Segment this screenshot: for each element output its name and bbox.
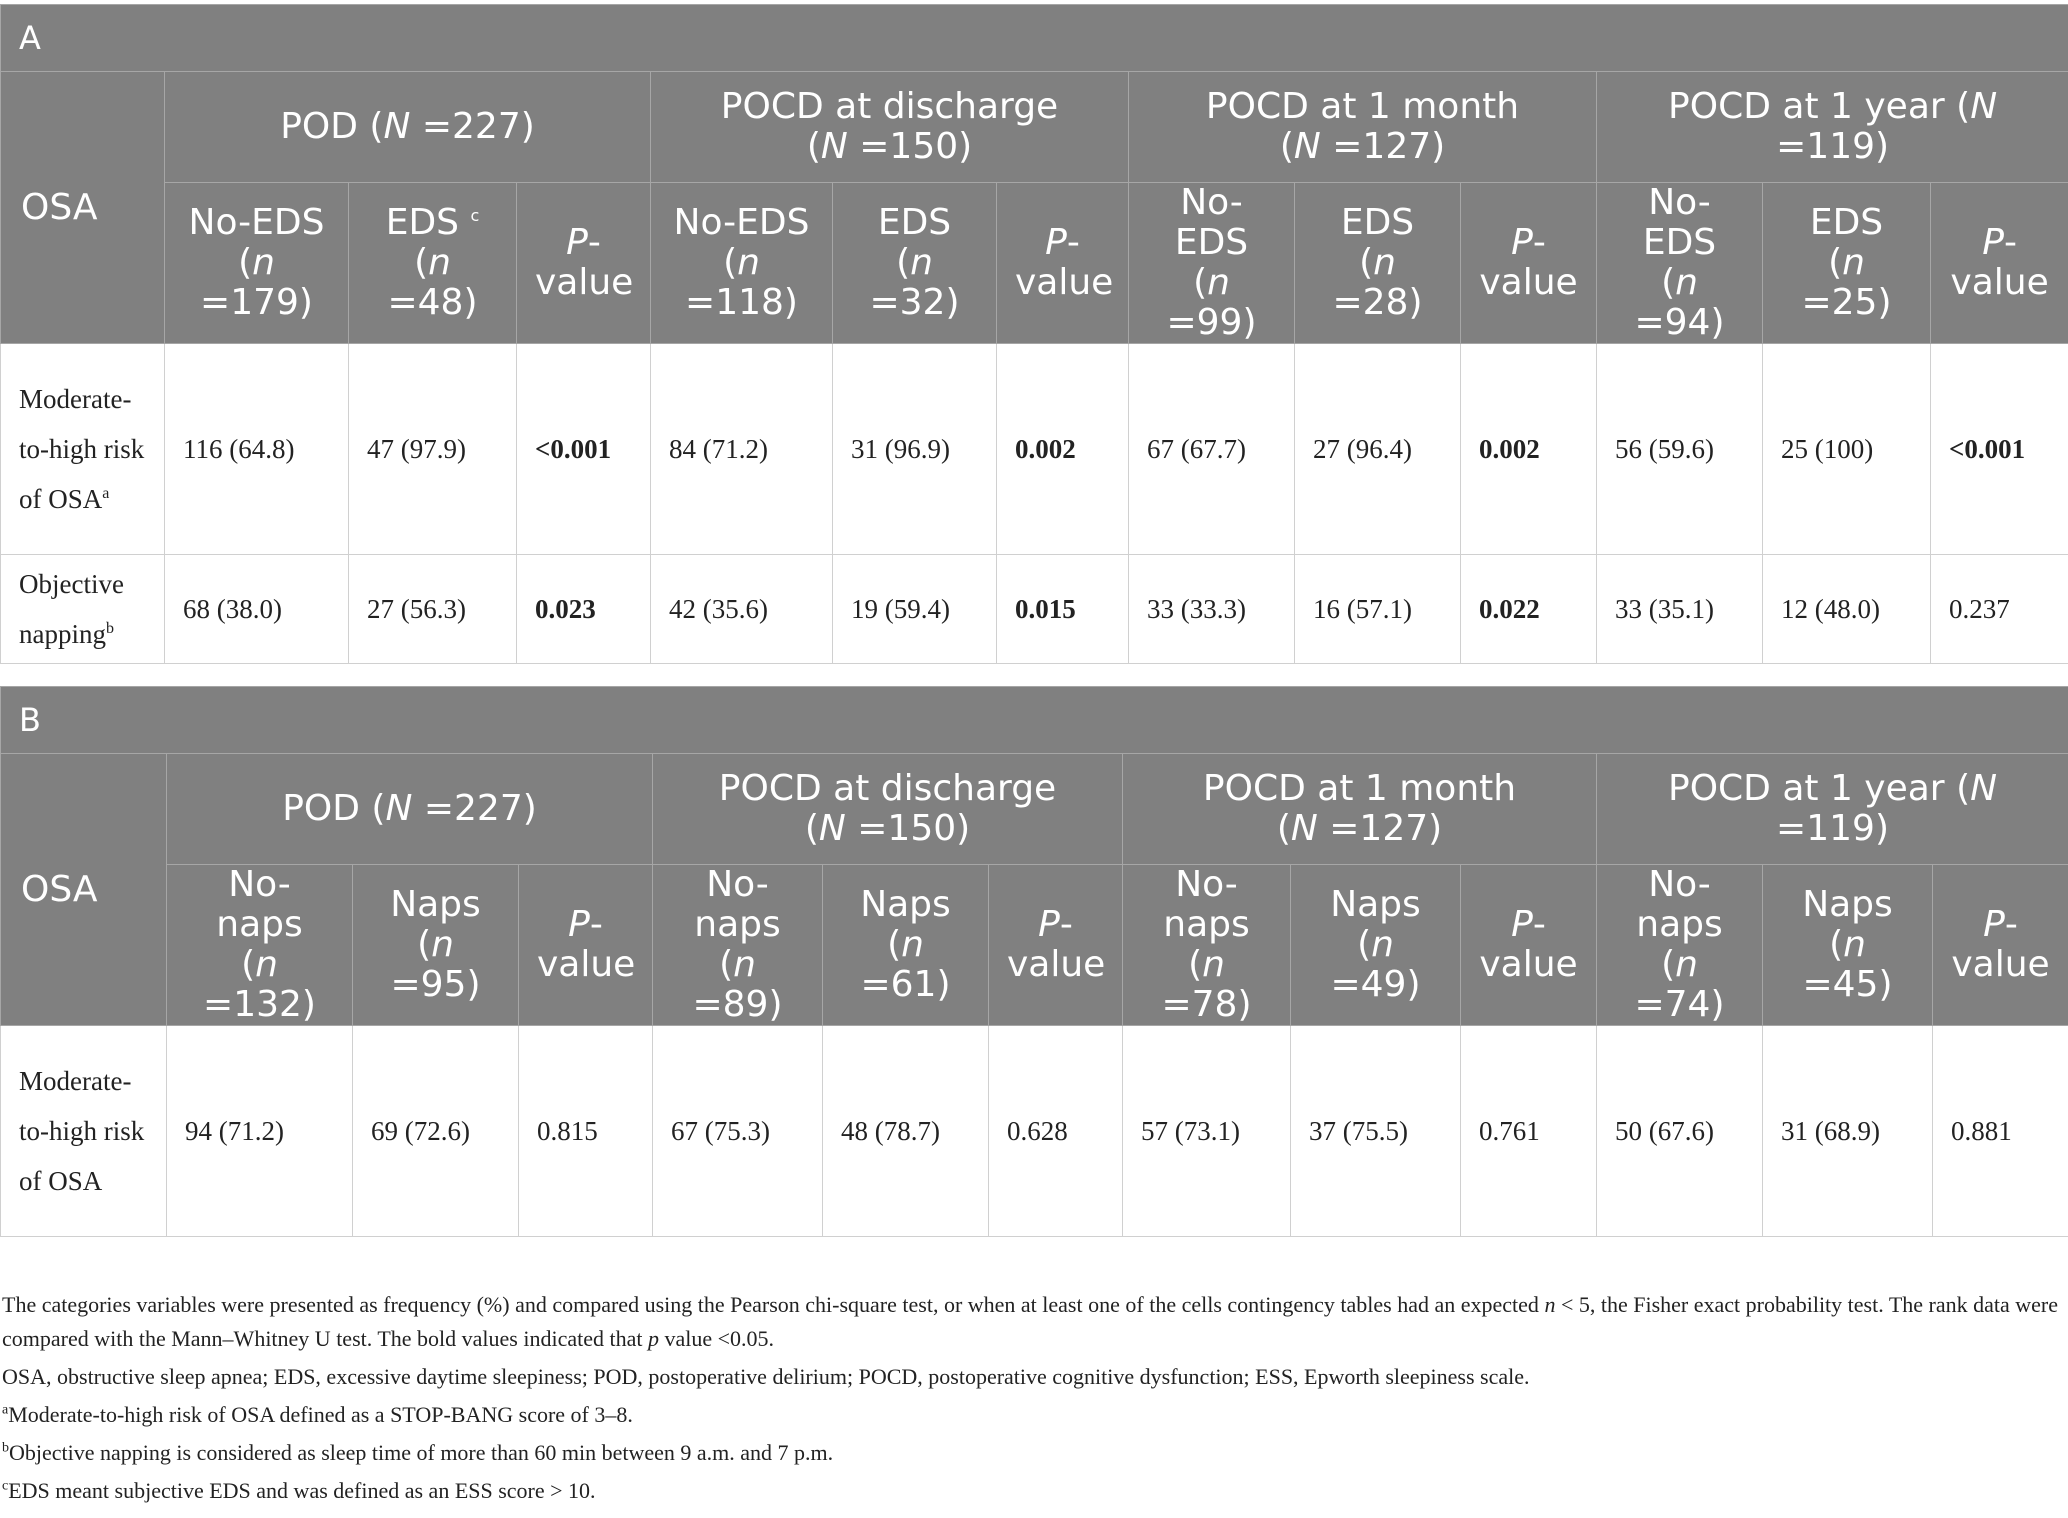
table-cell: 50 (67.6) [1597, 1026, 1763, 1237]
subheader-p-value: P-value [989, 865, 1123, 1026]
group-header-pocd-discharge: POCD at discharge (N =150) [651, 72, 1129, 183]
table-a-title: A [1, 5, 2068, 72]
table-footnotes [0, 1288, 2068, 1512]
subheader-naps: Naps (n =61) [823, 865, 989, 1026]
table-cell: 27 (56.3) [349, 555, 517, 664]
table-b-title: B [1, 687, 2068, 754]
group-header-pod: POD (N =227) [167, 754, 653, 865]
table-cell: 47 (97.9) [349, 344, 517, 555]
p-value-cell: 0.628 [989, 1026, 1123, 1237]
table-cell: 56 (59.6) [1597, 344, 1763, 555]
table-cell: 33 (35.1) [1597, 555, 1763, 664]
p-value-cell: 0.002 [997, 344, 1129, 555]
table-cell: 37 (75.5) [1291, 1026, 1461, 1237]
table-cell: 67 (67.7) [1129, 344, 1295, 555]
table-cell: 42 (35.6) [651, 555, 833, 664]
p-value-cell: 0.022 [1461, 555, 1597, 664]
table-row [1, 1026, 2068, 1237]
subheader-no-eds: No-EDS (n =99) [1129, 183, 1295, 344]
table-cell: 31 (96.9) [833, 344, 997, 555]
subheader-no-eds: No-EDS (n =118) [651, 183, 833, 344]
table-cell: 57 (73.1) [1123, 1026, 1291, 1237]
subheader-no-naps: No-naps (n =89) [653, 865, 823, 1026]
subheader-p-value: P-value [1461, 865, 1597, 1026]
table-row [1, 344, 2068, 555]
p-value-cell: 0.881 [1933, 1026, 2068, 1237]
table-cell: 67 (75.3) [653, 1026, 823, 1237]
subheader-p-value: P-value [997, 183, 1129, 344]
subheader-no-naps: No-naps (n =132) [167, 865, 353, 1026]
footnote-abbreviations: OSA, obstructive sleep apnea; EDS, excessive daytime sleepiness; POD, postoperative delirium; POCD, postoperative cognitive dysfunction; ESS, Epworth sleepiness scale. [2, 1364, 1530, 1389]
p-value-cell: 0.815 [519, 1026, 653, 1237]
subheader-p-value: P-value [1931, 183, 2068, 344]
subheader-naps: Naps (n =45) [1763, 865, 1933, 1026]
table-cell: 19 (59.4) [833, 555, 997, 664]
table-b [0, 686, 2068, 1237]
footnote-a: $^a$Moderate-to-high risk of OSA defined as a STOP-BANG score of 3–8. [2, 1402, 633, 1427]
table-cell: 25 (100) [1763, 344, 1931, 555]
footnote-b: $^b$Objective napping is considered as sleep time of more than 60 min between 9 a.m. and 7 p.m. [2, 1440, 834, 1465]
subheader-no-eds: No-EDS (n =94) [1597, 183, 1763, 344]
p-value-cell: 0.015 [997, 555, 1129, 664]
row-label: Moderate-to-high risk of OSA$^a$ [1, 344, 165, 555]
table-cell: 12 (48.0) [1763, 555, 1931, 664]
subheader-p-value: P-value [1461, 183, 1597, 344]
table-cell: 69 (72.6) [353, 1026, 519, 1237]
subheader-p-value: P-value [517, 183, 651, 344]
p-value-cell: <0.001 [1931, 344, 2068, 555]
subheader-p-value: P-value [1933, 865, 2068, 1026]
p-value-cell: 0.002 [1461, 344, 1597, 555]
table-cell: 48 (78.7) [823, 1026, 989, 1237]
group-header-pocd-1-month: POCD at 1 month (N =127) [1123, 754, 1597, 865]
subheader-eds: EDS $^c$ (n =48) [349, 183, 517, 344]
row-header-osa: OSA [1, 754, 167, 1026]
table-cell: 31 (68.9) [1763, 1026, 1933, 1237]
group-header-pocd-1-month: POCD at 1 month (N =127) [1129, 72, 1597, 183]
group-header-pocd-1-year: POCD at 1 year (N =119) [1597, 72, 2068, 183]
subheader-no-naps: No-naps (n =74) [1597, 865, 1763, 1026]
row-label: Objective napping$^b$ [1, 555, 165, 664]
footnote-c: $^c$EDS meant subjective EDS and was defined as an ESS score > 10. [2, 1478, 596, 1503]
table-row [1, 555, 2068, 664]
subheader-naps: Naps (n =49) [1291, 865, 1461, 1026]
group-header-pod: POD (N =227) [165, 72, 651, 183]
subheader-eds: EDS (n =32) [833, 183, 997, 344]
p-value-cell: 0.761 [1461, 1026, 1597, 1237]
table-cell: 94 (71.2) [167, 1026, 353, 1237]
subheader-eds: EDS (n =28) [1295, 183, 1461, 344]
row-label: Moderate-to-high risk of OSA [1, 1026, 167, 1237]
row-header-osa: OSA [1, 72, 165, 344]
subheader-eds: EDS (n =25) [1763, 183, 1931, 344]
table-cell: 84 (71.2) [651, 344, 833, 555]
table-cell: 68 (38.0) [165, 555, 349, 664]
table-cell: 116 (64.8) [165, 344, 349, 555]
p-value-cell: <0.001 [517, 344, 651, 555]
subheader-no-eds: No-EDS (n =179) [165, 183, 349, 344]
p-value-cell: 0.237 [1931, 555, 2068, 664]
p-value-cell: 0.023 [517, 555, 651, 664]
group-header-pocd-1-year: POCD at 1 year (N =119) [1597, 754, 2068, 865]
table-a [0, 4, 2068, 664]
subheader-naps: Naps (n =95) [353, 865, 519, 1026]
table-cell: 33 (33.3) [1129, 555, 1295, 664]
subheader-no-naps: No-naps (n =78) [1123, 865, 1291, 1026]
group-header-pocd-discharge: POCD at discharge (N =150) [653, 754, 1123, 865]
footnote-main: The categories variables were presented as frequency (%) and compared using the Pearson chi-square test, or when at least one of the cells contingency tables had an expected n < 5, the Fisher exact probability test. The rank data were compared with the Mann–Whitney U test. The bold values indicated that p value <0.05. [2, 1292, 2058, 1351]
subheader-p-value: P-value [519, 865, 653, 1026]
table-cell: 16 (57.1) [1295, 555, 1461, 664]
table-cell: 27 (96.4) [1295, 344, 1461, 555]
